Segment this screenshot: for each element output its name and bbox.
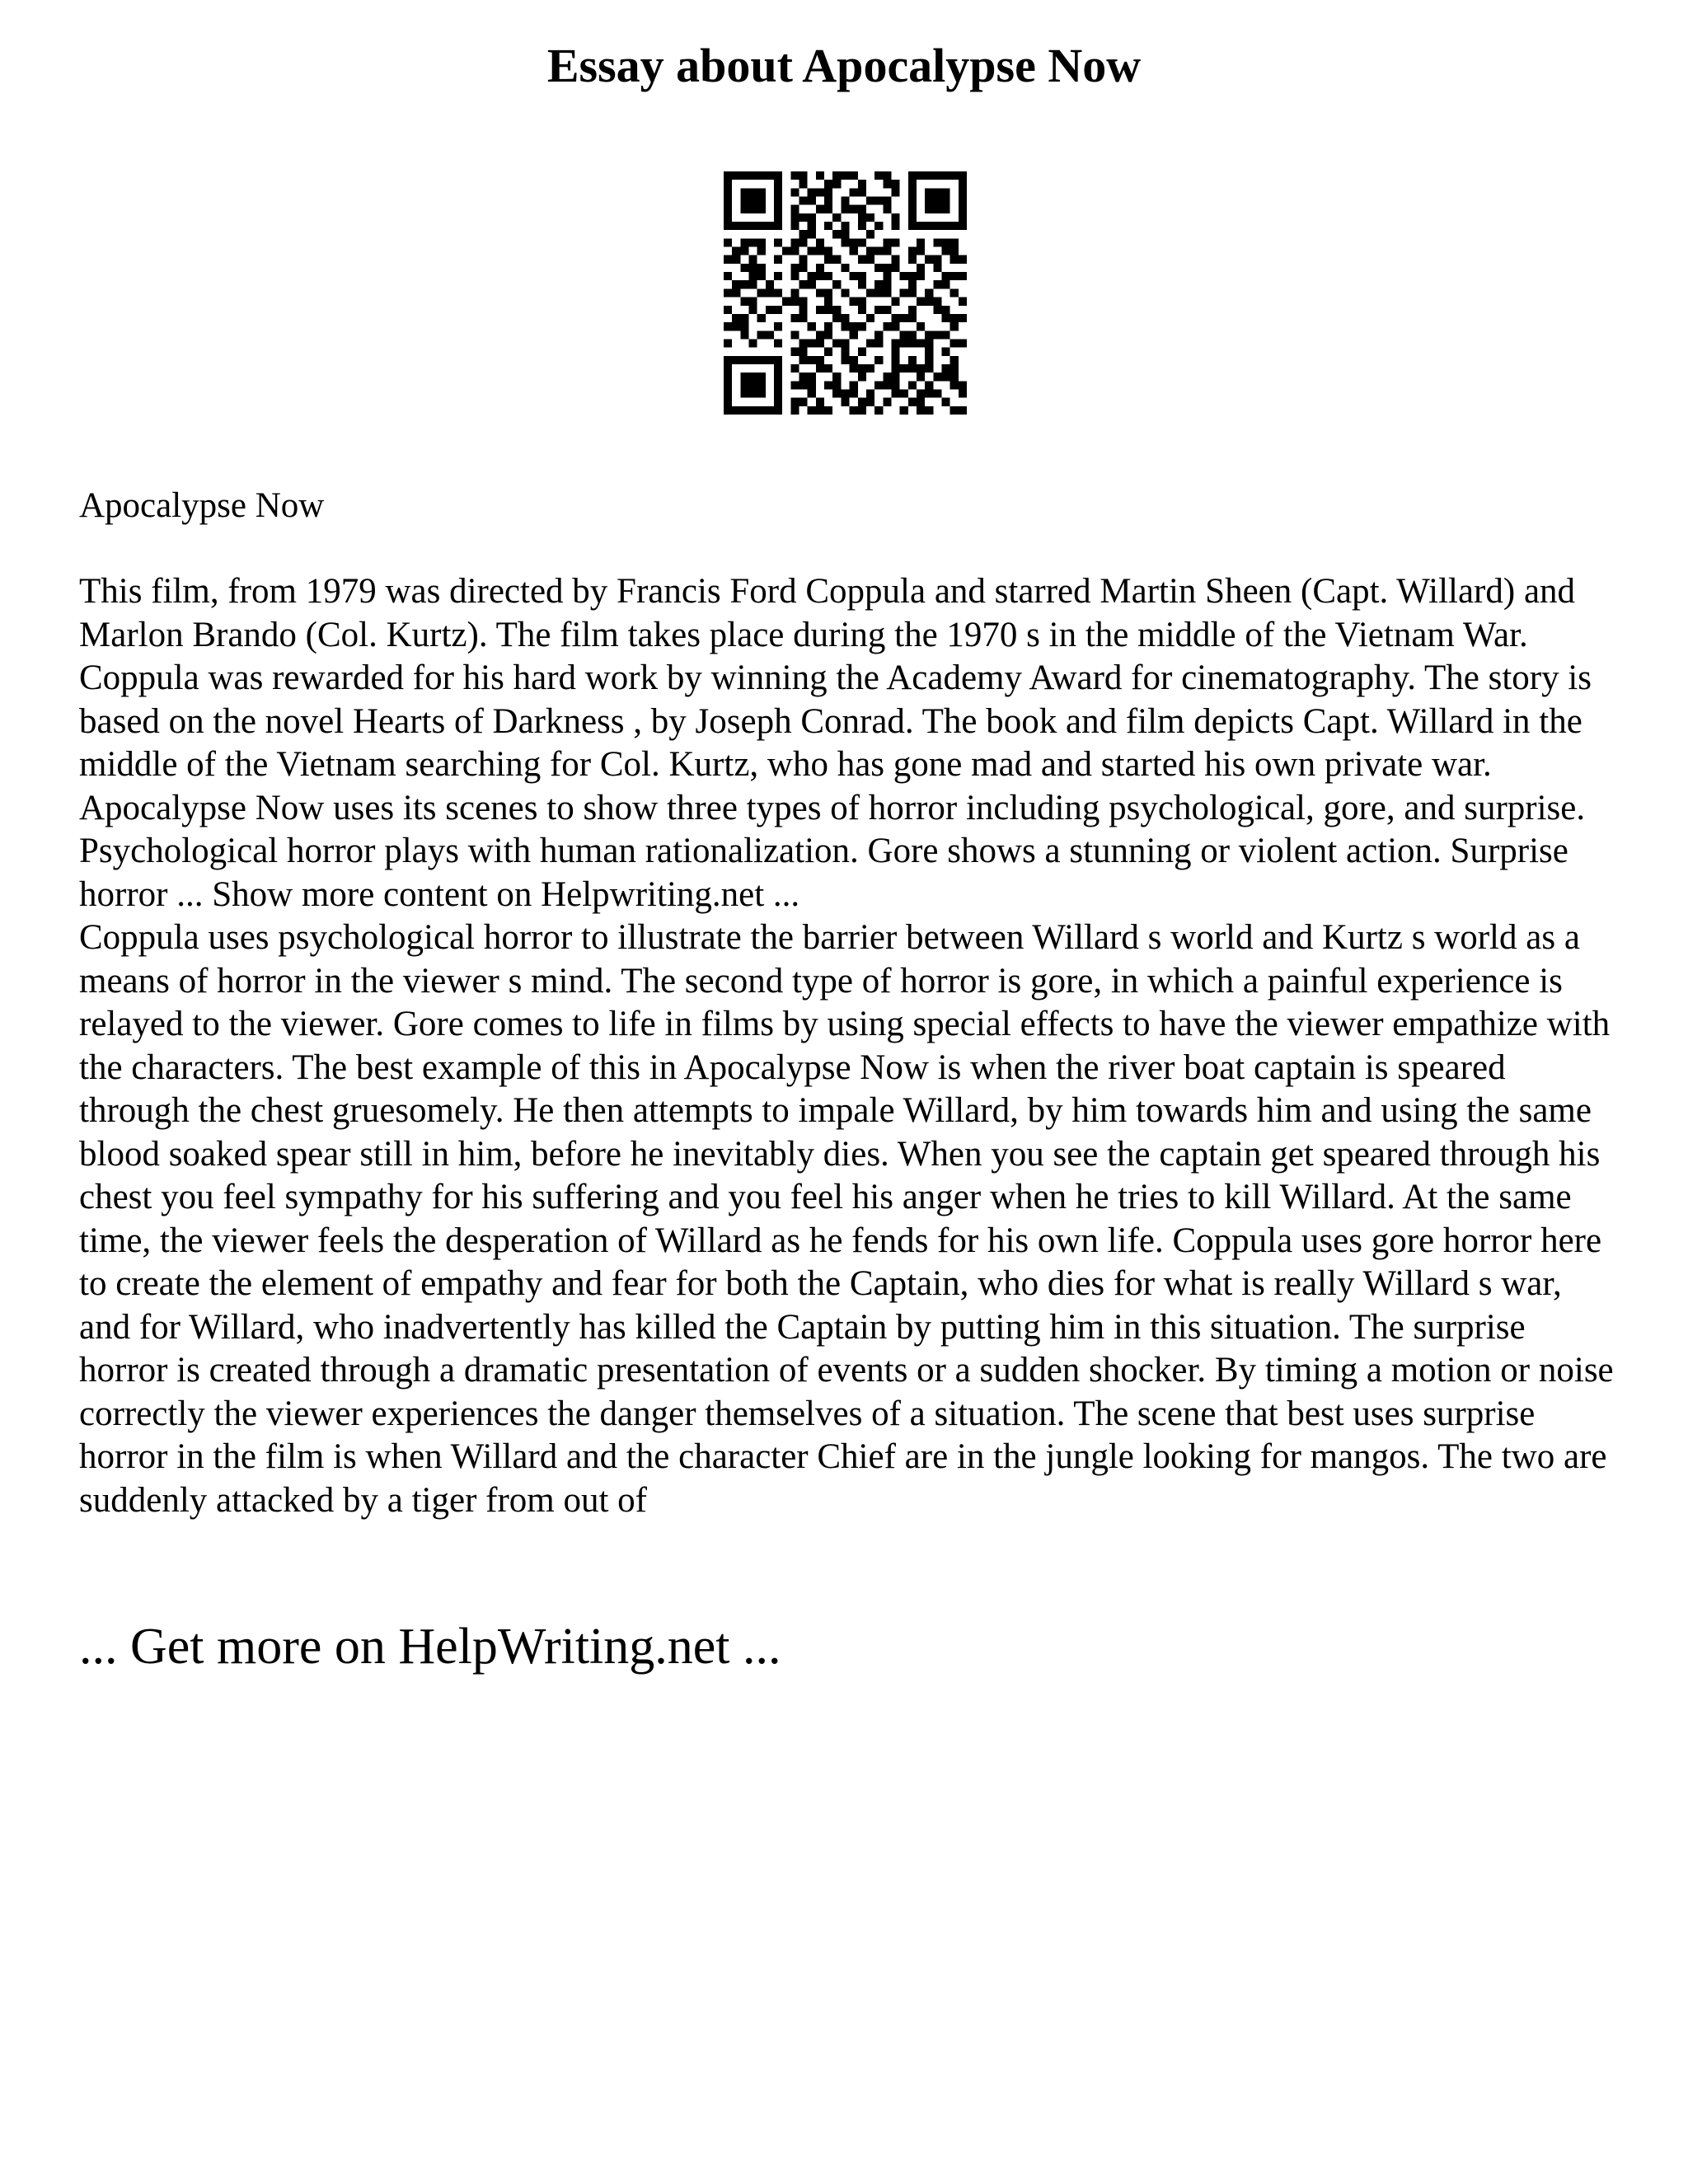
essay-subtitle: Apocalypse Now — [79, 486, 325, 525]
essay-body — [79, 570, 1620, 1522]
essay-paragraph-2: Coppula uses psychological horror to illustrate the barrier between Willard s world and Kurtz s world as a means of horror in the viewer s mind. The second type of horror is gore, in which a painful experience is relayed to the viewer. Gore comes to life in films by using special effects to have the viewer empathize with the characters. The best example of this in Apocalypse Now is when the river boat captain is speared through the chest gruesomely. He then attempts to impale Willard, by him towards him and using the same blood soaked spear still in him, before he inevitably dies. When you see the captain get speared through his chest you feel sympathy for his suffering and you feel his anger when he tries to kill Willard. At the same time, the viewer feels the desperation of Willard as he fends for his own life. Coppula uses gore horror here to create the element of empathy and fear for both the Captain, who dies for what is really Willard s war, and for Willard, who inadvertently has killed the Captain by putting him in this situation. The surprise horror is created through a dramatic presentation of events or a sudden shocker. By timing a motion or noise correctly the viewer experiences the danger themselves of a situation. The scene that best uses surprise horror in the film is when Willard and the character Chief are in the jungle looking for mangos. The two are suddenly attacked by a tiger from out of — [79, 918, 1614, 1520]
get-more-link[interactable]: ... Get more on HelpWriting.net ... — [79, 1619, 781, 1675]
essay-paragraph-1: This film, from 1979 was directed by Francis Ford Coppula and starred Martin Sheen (Capt. Willard) and Marlon Brando (Col. Kurtz). The film takes place during the 1970 s in the middle of the Vietnam War. Coppula was rewarded for his hard work by winning the Academy Award for cinematography. The story is based on the novel Hearts of Darkness , by Joseph Conrad. The book and film depicts Capt. Willard in the middle of the Vietnam searching for Col. Kurtz, who has gone mad and started his own private war. Apocalypse Now uses its scenes to show three types of horror including psychological, gore, and surprise. Psychological horror plays with human rationalization. Gore shows a stunning or violent action. Surprise horror ... Show more content on Helpwriting.net ... — [79, 572, 1592, 914]
page-title: Essay about Apocalypse Now — [546, 39, 1142, 92]
qr-code-icon — [724, 171, 967, 415]
